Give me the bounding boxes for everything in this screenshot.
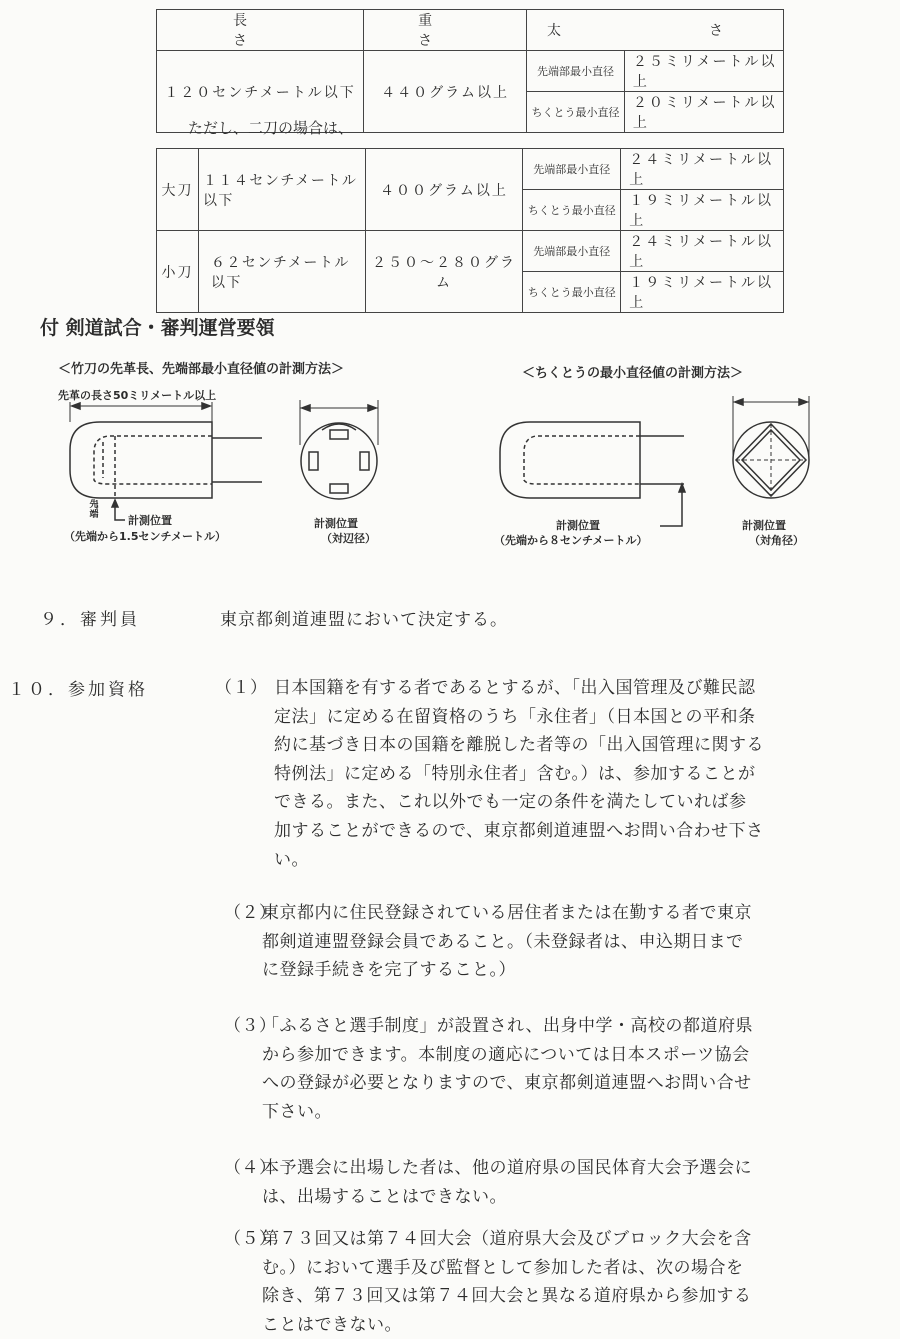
tip-label: 先端 — [89, 500, 99, 520]
cell-length: ６２センチメートル以下 — [198, 231, 365, 313]
diagram-right-caption: ＜ちくとうの最小直径値の計測方法＞ — [522, 366, 744, 381]
right-measure-sub: （先端から８センチメートル） — [494, 534, 648, 547]
cell-thickness-value: ２５ミリメートル以上 — [624, 51, 783, 92]
cell-thickness-value: ２４ミリメートル以上 — [621, 149, 784, 190]
text-line: 第７３回又は第７４回大会（道府県大会及びブロック大会を含 — [262, 1229, 752, 1249]
text-line: 東京都内に住民登録されている居住者または在勤する者で東京 — [262, 903, 752, 923]
item9-text: 東京都剣道連盟において決定する。 — [220, 610, 508, 630]
cell-weight: ２５０～２８０グラム — [365, 231, 523, 313]
cell-thickness-label: ちくとう最小直径 — [523, 190, 621, 231]
cell-length: １２０センチメートル以下 — [157, 51, 364, 133]
cell-thickness-value: １９ミリメートル以上 — [621, 190, 784, 231]
text-line: 本予選会に出場した者は、他の道府県の国民体育大会予選会に — [262, 1158, 752, 1178]
eligibility-item-number: （２） — [224, 903, 277, 923]
cell-thickness-label: 先端部最小直径 — [527, 51, 625, 92]
cell-weight: ４００グラム以上 — [365, 149, 523, 231]
text-line: 下さい。 — [262, 1101, 332, 1122]
text-line: 日本国籍を有する者であるとするが、「出入国管理及び難民認 — [274, 678, 756, 698]
text-line: 定法」に定める在留資格のうち「永住者」（日本国との平和条 — [274, 706, 756, 727]
right-cross-label: 計測位置 — [742, 519, 786, 532]
item9-number: ９．審判員 — [40, 610, 140, 630]
header-weight: 重 さ — [364, 10, 527, 51]
right-measure-label: 計測位置 — [556, 519, 600, 532]
cell-weight: ４４０グラム以上 — [364, 51, 527, 133]
eligibility-item-text — [262, 1012, 753, 1126]
cell-thickness-value: ２４ミリメートル以上 — [621, 231, 784, 272]
left-measure-sub: （先端から1.5センチメートル） — [64, 530, 227, 543]
text-line: 「ふるさと選手制度」が設置され、出身中学・高校の都道府県 — [262, 1016, 754, 1036]
eligibility-item-text — [262, 1154, 752, 1211]
shinai-tip-cross-section — [300, 400, 378, 499]
eligibility-item-number: （１） — [215, 678, 268, 698]
text-line: ことはできない。 — [262, 1314, 402, 1335]
cell-length: １１４センチメートル以下 — [198, 149, 365, 231]
text-line: 除き、第７３回又は第７４回大会と異なる道府県から参加する — [262, 1286, 752, 1307]
eligibility-item-number: （５） — [224, 1229, 277, 1249]
eligibility-item-text — [262, 1225, 752, 1339]
cell-thickness-label: ちくとう最小直径 — [527, 92, 625, 133]
eligibility-item-number: （３） — [224, 1016, 277, 1036]
text-line: は、出場することはできない。 — [262, 1186, 507, 1207]
tsuka-cross-section — [733, 396, 809, 498]
diagram-left-caption: ＜竹刀の先革長、先端部最小直径値の計測方法＞ — [58, 362, 345, 377]
text-line: む。）において選手及び監督として参加した者は、次の場合を — [262, 1257, 744, 1278]
eligibility-item-text — [262, 899, 752, 985]
left-cross-sub: （対辺径） — [321, 532, 376, 545]
section-title: 付 剣道試合・審判運営要領 — [40, 317, 275, 339]
text-line: への登録が必要となりますので、東京都剣道連盟へお問い合せ — [262, 1073, 752, 1094]
text-line: できる。また、これ以外でも一定の条件を満たしていれば参 — [274, 792, 747, 813]
cell-thickness-value: １９ミリメートル以上 — [621, 272, 784, 313]
text-line: 加することができるので、東京都剣道連盟へお問い合わせ下さ — [274, 820, 764, 841]
text-line: 特例法」に定める「特別永住者」含む。）は、参加することが — [274, 763, 756, 784]
cell-sword-name: 小刀 — [157, 231, 199, 313]
item10-number: １０．参加資格 — [8, 680, 148, 700]
text-line: い。 — [274, 849, 309, 870]
nito-note: ただし、二刀の場合は、 — [188, 119, 354, 137]
text-line: 都剣道連盟登録会員であること。（未登録者は、申込期日まで — [262, 931, 744, 952]
cell-thickness-label: ちくとう最小直径 — [523, 272, 621, 313]
left-cross-label: 計測位置 — [314, 517, 358, 530]
cell-thickness-label: 先端部最小直径 — [523, 149, 621, 190]
text-line: 約に基づき日本の国籍を離脱した者等の「出入国管理に関する — [274, 735, 764, 756]
header-thickness: 太 さ — [527, 10, 784, 51]
nito-spec-table — [156, 148, 784, 313]
left-measure-label: 計測位置 — [128, 514, 172, 527]
cell-thickness-value: ２０ミリメートル以上 — [624, 92, 783, 133]
tsuka-side-view — [500, 422, 685, 526]
eligibility-item-number: （４） — [224, 1158, 277, 1178]
eligibility-item-text — [274, 674, 764, 874]
cell-thickness-label: 先端部最小直径 — [523, 231, 621, 272]
text-line: に登録手続きを完了すること。） — [262, 960, 516, 981]
shinai-spec-table — [156, 9, 784, 133]
header-length: 長 さ — [157, 10, 364, 51]
right-cross-sub: （対角径） — [749, 534, 804, 547]
sakigawa-length-label: 先革の長さ50ミリメートル以上 — [58, 389, 217, 402]
cell-sword-name: 大刀 — [157, 149, 199, 231]
text-line: から参加できます。本制度の適応については日本スポーツ協会 — [262, 1044, 750, 1065]
